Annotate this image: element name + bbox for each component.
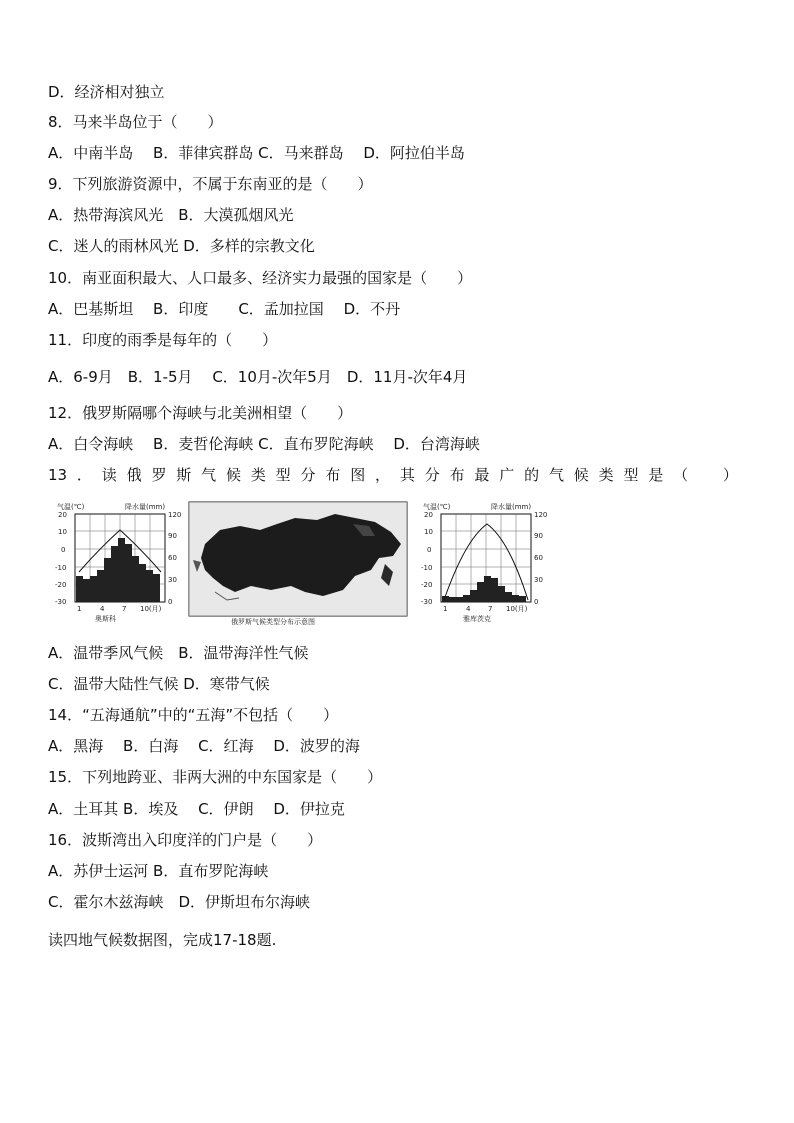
left-temp-tick: 0 [61, 546, 66, 554]
question-10-options: A．巴基斯坦 B．印度 C．孟加拉国 D．不丹 [48, 300, 401, 318]
left-precip-label: 降水量(mm) [125, 503, 166, 511]
q13-char: 读 [101, 466, 117, 484]
q13-char: 型 [623, 466, 639, 484]
q13-char: 其 [399, 466, 415, 484]
question-16-options-ab: A．苏伊士运河 B．直布罗陀海峡 [48, 862, 269, 880]
q13-char: 布 [449, 466, 465, 484]
q13-char: 候 [225, 466, 241, 484]
right-temp-tick: -30 [421, 598, 433, 606]
question-12: 12．俄罗斯隔哪个海峡与北美洲相望（ ） [48, 404, 353, 422]
right-month-tick: 7 [488, 605, 493, 613]
left-month-tick: 4 [100, 605, 105, 613]
left-temp-tick: -10 [55, 564, 67, 572]
q13-char: 俄 [126, 466, 142, 484]
right-precip-tick: 120 [534, 511, 548, 519]
q13-char: 候 [573, 466, 589, 484]
left-month-tick: 10(月) [140, 605, 162, 613]
left-temp-tick: -30 [55, 598, 67, 606]
q13-char: 斯 [176, 466, 192, 484]
right-month-tick: 1 [443, 605, 448, 613]
left-station-name: 奥斯科 [95, 615, 116, 623]
question-9-options-ab: A．热带海滨风光 B．大漠孤烟风光 [48, 206, 294, 224]
question-14-options: A．黑海 B．白海 C．红海 D．波罗的海 [48, 737, 360, 755]
question-10: 10．南亚面积最大、人口最多、经济实力最强的国家是（ ） [48, 269, 473, 287]
question-15-options: A．土耳其 B．埃及 C．伊朗 D．伊拉克 [48, 800, 345, 818]
instruction-17-18: 读四地气候数据图，完成17-18题. [48, 931, 277, 949]
q13-char: 分 [424, 466, 440, 484]
q13-char: ） [722, 466, 738, 484]
question-11-options: A．6-9月 B．1-5月 C．10月-次年5月 D．11月-次年4月 [48, 368, 468, 386]
map-caption: 俄罗斯气候类型分布示意图 [231, 618, 315, 626]
question-11: 11．印度的雨季是每年的（ ） [48, 331, 278, 349]
q13-char: 广 [499, 466, 515, 484]
q13-char: 罗 [151, 466, 167, 484]
q13-char: 图 [350, 466, 366, 484]
question-12-options: A．白令海峡 B．麦哲伦海峡 C．直布罗陀海峡 D．台湾海峡 [48, 435, 480, 453]
q13-char: 布 [325, 466, 341, 484]
right-month-tick: 10(月) [506, 605, 528, 613]
left-precip-tick: 30 [168, 576, 177, 584]
right-precip-tick: 60 [534, 554, 543, 562]
right-temp-tick: 20 [424, 511, 433, 519]
q13-char: ． [76, 466, 92, 484]
q13-char: （ [673, 466, 689, 484]
right-precip-tick: 0 [534, 598, 539, 606]
right-temp-tick: -20 [421, 581, 433, 589]
question-8: 8．马来半岛位于（ ） [48, 113, 223, 131]
right-temp-tick: 0 [427, 546, 432, 554]
question-14: 14．“五海通航”中的“五海”不包括（ ） [48, 706, 339, 724]
right-station-name: 雅库茨克 [463, 615, 491, 623]
question-8-options: A．中南半岛 B．菲律宾群岛 C．马来群岛 D．阿拉伯半岛 [48, 144, 465, 162]
q13-char: 分 [300, 466, 316, 484]
right-precip-tick: 30 [534, 576, 543, 584]
question-13 [48, 465, 738, 485]
q13-char: 是 [648, 466, 664, 484]
right-precip-tick: 90 [534, 532, 543, 540]
question-13-options-ab: A．温带季风气候 B．温带海洋性气候 [48, 644, 309, 662]
left-precip-tick: 90 [168, 532, 177, 540]
left-precip-tick: 120 [168, 511, 182, 519]
russia-climate-figure [55, 500, 550, 630]
question-13-options-cd: C．温带大陆性气候 D．寒带气候 [48, 675, 270, 693]
right-climate-chart [421, 502, 547, 623]
left-climate-chart [55, 502, 181, 623]
left-precip-tick: 0 [168, 598, 173, 606]
option-d-text: D．经济相对独立 [48, 83, 165, 101]
right-temp-tick: 10 [424, 528, 433, 536]
q13-char: 的 [524, 466, 540, 484]
left-temp-tick: 20 [58, 511, 67, 519]
right-precip-label: 降水量(mm) [491, 503, 532, 511]
left-temp-tick: -20 [55, 581, 67, 589]
q13-char: 类 [598, 466, 614, 484]
right-temp-tick: -10 [421, 564, 433, 572]
right-temp-label: 气温(℃) [423, 503, 451, 511]
left-month-tick: 7 [122, 605, 127, 613]
q13-char: 最 [474, 466, 490, 484]
q13-char: 型 [275, 466, 291, 484]
question-9: 9．下列旅游资源中，不属于东南亚的是（ ） [48, 175, 373, 193]
q13-char: 气 [201, 466, 217, 484]
left-temp-label: 气温(℃) [57, 503, 85, 511]
q13-char: 气 [548, 466, 564, 484]
question-9-options-cd: C．迷人的雨林风光 D．多样的宗教文化 [48, 237, 315, 255]
question-16-options-cd: C．霍尔木兹海峡 D．伊斯坦布尔海峡 [48, 893, 311, 911]
russia-map [189, 502, 407, 626]
left-precip-tick: 60 [168, 554, 177, 562]
q13-char: 类 [250, 466, 266, 484]
q13-char [698, 465, 713, 485]
left-month-tick: 1 [77, 605, 82, 613]
question-15: 15．下列地跨亚、非两大洲的中东国家是（ ） [48, 768, 383, 786]
q13-char: 13 [48, 466, 68, 484]
left-temp-tick: 10 [58, 528, 67, 536]
right-month-tick: 4 [466, 605, 471, 613]
question-16: 16．波斯湾出入印度洋的门户是（ ） [48, 831, 323, 849]
q13-char: ， [375, 466, 391, 484]
